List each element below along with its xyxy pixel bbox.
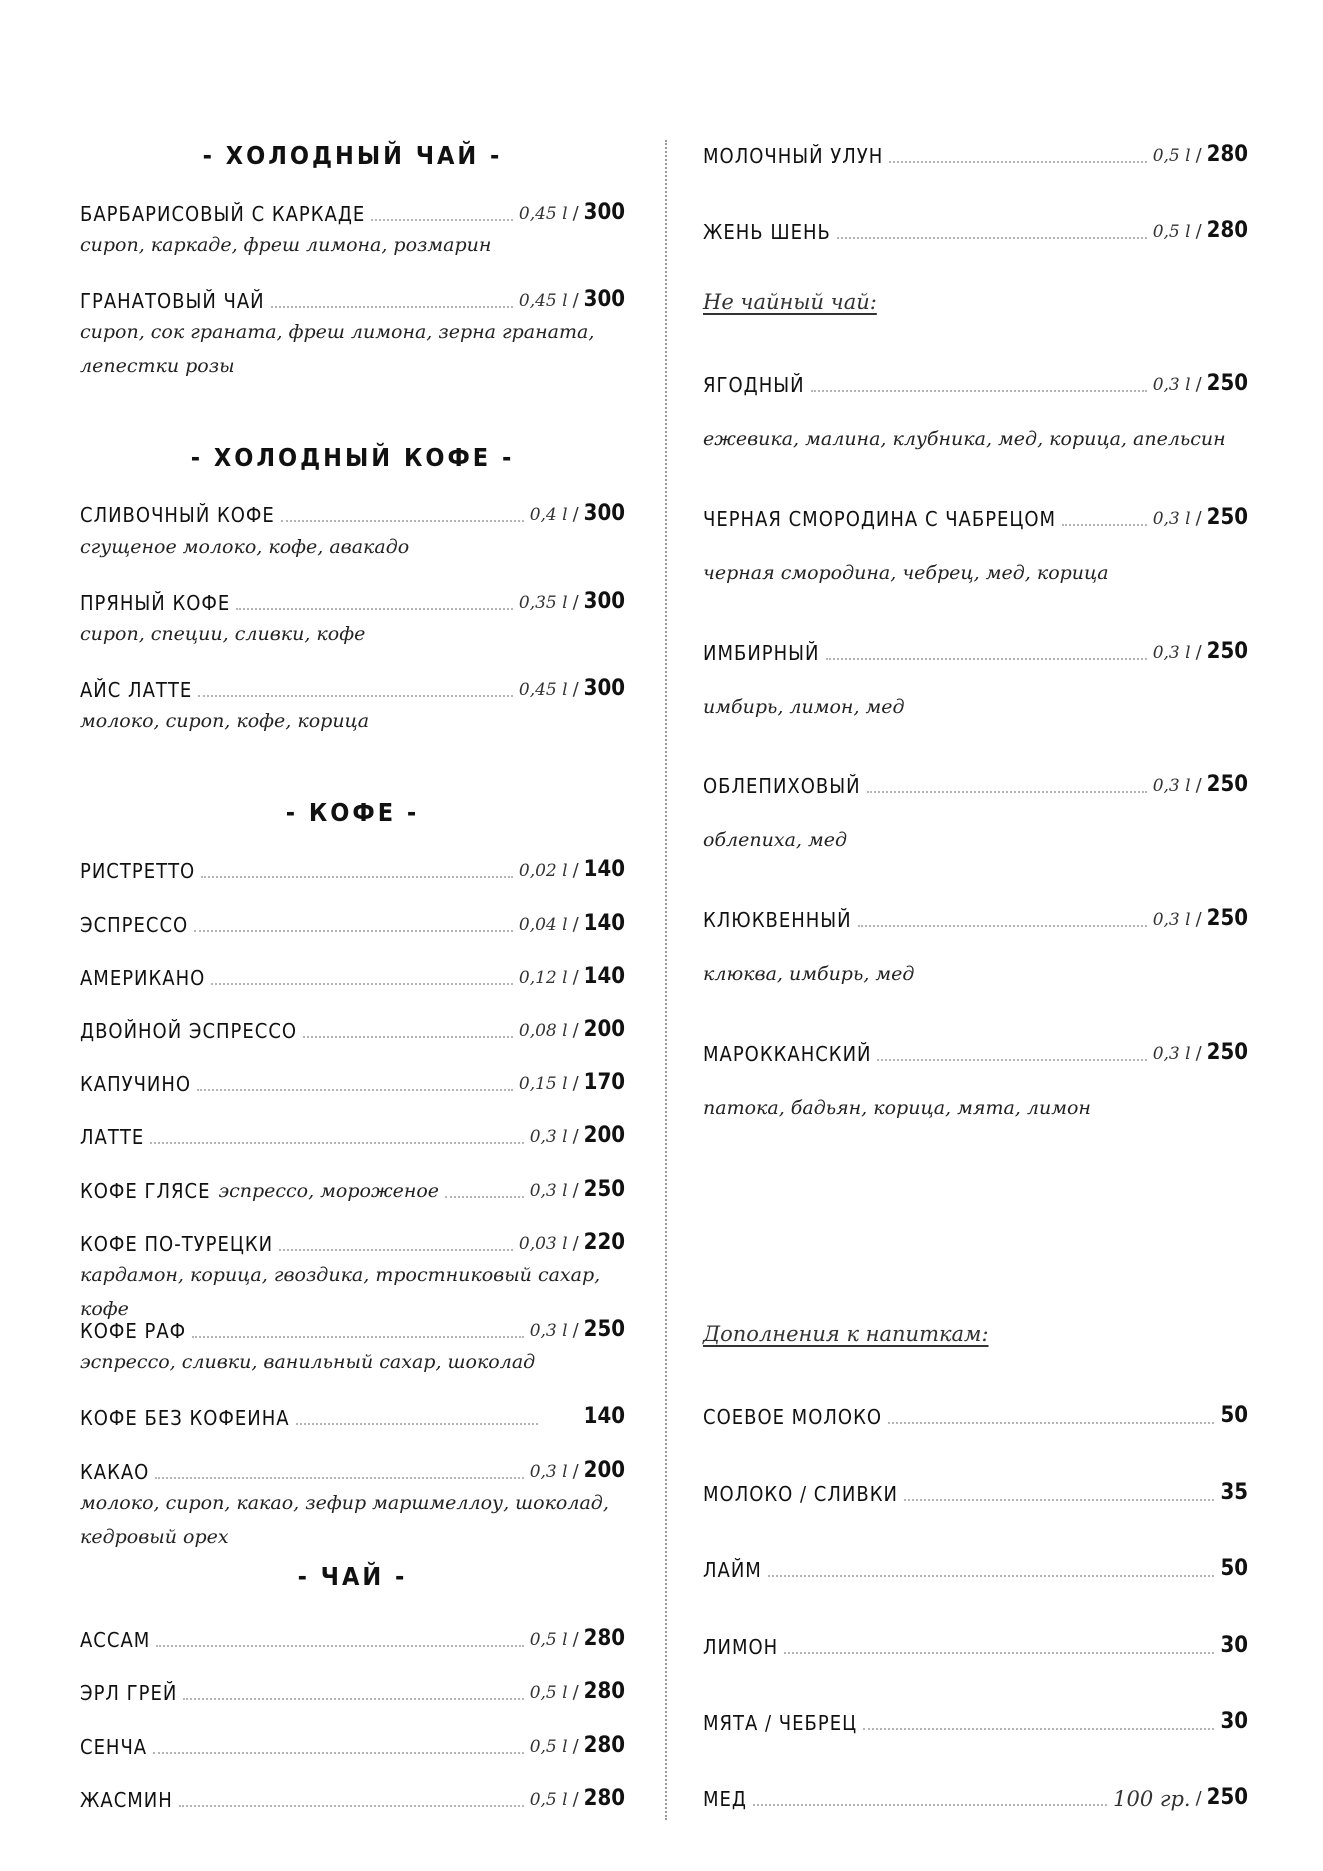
item-name: КОФЕ БЕЗ КОФЕИНА: [80, 1406, 290, 1430]
leader-dots: [279, 1249, 513, 1251]
slash-separator: /: [572, 1629, 579, 1650]
menu-item-honey: [703, 1779, 1248, 1811]
menu-item-decaf-coffee: [80, 1398, 625, 1430]
menu-item-spicy-coffee: [80, 583, 625, 615]
item-volume: 0,04 l: [518, 915, 568, 935]
item-volume: 0,3 l: [529, 1321, 568, 1341]
item-name: ЛИМОН: [703, 1635, 779, 1659]
leader-dots: [150, 1142, 524, 1144]
item-volume: 0,3 l: [529, 1127, 568, 1147]
menu-item-barberry: [80, 194, 625, 226]
item-volume: 0,35 l: [518, 593, 568, 613]
menu-item-iced-latte: [80, 670, 625, 702]
slash-separator: /: [572, 203, 579, 224]
menu-item-americano: [80, 958, 625, 990]
menu-item-double-espresso: [80, 1011, 625, 1043]
menu-item-ginseng: [703, 212, 1248, 244]
item-price: 220: [583, 1230, 625, 1255]
item-name: АССАМ: [80, 1628, 151, 1652]
item-volume: 0,3 l: [1152, 375, 1191, 395]
menu-item-pomegranate-tea: [80, 281, 625, 313]
slash-separator: /: [572, 1320, 579, 1341]
item-description: молоко, сироп, какао, зефир маршмеллоу, шоколад,: [80, 1492, 609, 1514]
item-price: 280: [1206, 218, 1248, 243]
leader-dots: [197, 1089, 513, 1091]
item-price: 250: [1206, 371, 1248, 396]
item-price: 30: [1220, 1633, 1248, 1658]
section-title-cold-coffee: - ХОЛОДНЫЙ КОФЕ -: [190, 443, 515, 472]
subheading-non-tea: Не чайный чай:: [703, 290, 877, 314]
item-description: сироп, каркаде, фреш лимона, розмарин: [80, 234, 492, 256]
item-name: КАПУЧИНО: [80, 1072, 192, 1096]
item-price: 140: [583, 911, 625, 936]
slash-separator: /: [572, 1789, 579, 1810]
item-description: кедровый орех: [80, 1526, 229, 1548]
menu-item-creamy-coffee: [80, 495, 625, 527]
item-volume: 0,3 l: [529, 1462, 568, 1482]
item-price: 250: [1206, 639, 1248, 664]
item-name: ЖЕНЬ ШЕНЬ: [703, 220, 831, 244]
menu-item-milk-cream: [703, 1474, 1248, 1506]
leader-dots: [904, 1499, 1215, 1501]
slash-separator: /: [572, 967, 579, 988]
item-volume: 0,3 l: [1152, 509, 1191, 529]
menu-item-raf-coffee: [80, 1311, 625, 1343]
slash-separator: /: [572, 592, 579, 613]
slash-separator: /: [572, 1233, 579, 1254]
item-volume: 0,02 l: [518, 861, 568, 881]
item-name: КОФЕ РАФ: [80, 1319, 187, 1343]
item-price: 280: [1206, 142, 1248, 167]
leader-dots: [211, 983, 513, 985]
item-price: 280: [583, 1786, 625, 1811]
item-volume: 0,5 l: [529, 1790, 568, 1810]
leader-dots: [826, 658, 1147, 660]
item-description: сгущеное молоко, кофе, авакадо: [80, 536, 410, 558]
item-name: ЯГОДНЫЙ: [703, 373, 805, 397]
item-description: кардамон, корица, гвоздика, тростниковый сахар, кофе: [80, 1264, 601, 1320]
slash-separator: /: [572, 679, 579, 700]
item-price: 170: [583, 1070, 625, 1095]
slash-separator: /: [1195, 508, 1202, 529]
item-name: МОЛОКО / СЛИВКИ: [703, 1482, 898, 1506]
item-volume: 0,5 l: [529, 1737, 568, 1757]
item-description: лепестки розы: [80, 355, 235, 377]
item-price: 250: [583, 1317, 625, 1342]
item-name: ПРЯНЫЙ КОФЕ: [80, 591, 231, 615]
leader-dots: [768, 1575, 1215, 1577]
item-description: сироп, сок граната, фреш лимона, зерна граната,: [80, 321, 595, 343]
item-description: патока, бадьян, корица, мята, лимон: [703, 1097, 1091, 1119]
item-volume: 0,03 l: [518, 1234, 568, 1254]
leader-dots: [156, 1645, 523, 1647]
menu-item-latte: [80, 1117, 625, 1149]
item-name: КОФЕ ПО-ТУРЕЦКИ: [80, 1232, 274, 1256]
leader-dots: [179, 1805, 524, 1807]
item-price: 200: [583, 1017, 625, 1042]
leader-dots: [192, 1336, 524, 1338]
leader-dots: [236, 608, 513, 610]
slash-separator: /: [1195, 909, 1202, 930]
item-name: СЛИВОЧНЫЙ КОФЕ: [80, 503, 275, 527]
menu-item-soy-milk: [703, 1397, 1248, 1429]
item-price: 280: [583, 1733, 625, 1758]
menu-item-mint-thyme: [703, 1703, 1248, 1735]
item-price: 300: [583, 676, 625, 701]
slash-separator: /: [572, 1682, 579, 1703]
item-name: ЭСПРЕССО: [80, 913, 189, 937]
menu-item-cocoa: [80, 1452, 625, 1484]
item-name: СОЕВОЕ МОЛОКО: [703, 1405, 882, 1429]
item-name: ГРАНАТОВЫЙ ЧАЙ: [80, 289, 265, 313]
item-volume: 0,45 l: [518, 204, 568, 224]
leader-dots: [281, 520, 524, 522]
item-volume: 0,3 l: [1152, 776, 1191, 796]
item-name: ДВОЙНОЙ ЭСПРЕССО: [80, 1019, 298, 1043]
item-price: 30: [1220, 1709, 1248, 1734]
menu-item-earl-grey: [80, 1673, 625, 1705]
item-volume: 0,15 l: [518, 1074, 568, 1094]
leader-dots: [863, 1728, 1214, 1730]
item-volume: 0,08 l: [518, 1021, 568, 1041]
item-name: КЛЮКВЕННЫЙ: [703, 908, 852, 932]
item-volume: 0,5 l: [1152, 146, 1191, 166]
leader-dots: [201, 876, 513, 878]
menu-item-cranberry: [703, 900, 1248, 932]
section-title-tea: - ЧАЙ -: [297, 1562, 408, 1591]
leader-dots: [183, 1698, 523, 1700]
item-volume: 0,5 l: [529, 1630, 568, 1650]
item-volume: 100 гр.: [1113, 1787, 1191, 1811]
item-volume: 0,3 l: [529, 1181, 568, 1201]
item-volume: 0,5 l: [529, 1683, 568, 1703]
section-title-coffee: - КОФЕ -: [285, 798, 420, 827]
leader-dots: [1062, 524, 1147, 526]
item-price: 300: [583, 501, 625, 526]
item-price: 140: [583, 857, 625, 882]
slash-separator: /: [572, 1736, 579, 1757]
item-price: 300: [583, 287, 625, 312]
menu-item-blackcurrant-thyme: [703, 499, 1248, 531]
menu-item-jasmine: [80, 1780, 625, 1812]
leader-dots: [155, 1477, 523, 1479]
item-name: СЕНЧА: [80, 1735, 148, 1759]
item-description: имбирь, лимон, мед: [703, 696, 905, 718]
leader-dots: [889, 161, 1146, 163]
slash-separator: /: [572, 1020, 579, 1041]
slash-separator: /: [1195, 221, 1202, 242]
menu-item-turkish-coffee: [80, 1224, 625, 1256]
item-price: 250: [583, 1177, 625, 1202]
menu-item-assam: [80, 1620, 625, 1652]
menu-item-cappuccino: [80, 1064, 625, 1096]
item-volume: 0,3 l: [1152, 643, 1191, 663]
item-price: 300: [583, 589, 625, 614]
item-price: 200: [583, 1123, 625, 1148]
leader-dots: [445, 1196, 524, 1198]
leader-dots: [371, 219, 513, 221]
leader-dots: [811, 390, 1147, 392]
item-name: МОЛОЧНЫЙ УЛУН: [703, 144, 884, 168]
item-price: 250: [1206, 772, 1248, 797]
slash-separator: /: [572, 1180, 579, 1201]
item-name: ЖАСМИН: [80, 1788, 173, 1812]
item-price: 250: [1206, 1785, 1248, 1810]
subheading-addons: Дополнения к напиткам:: [703, 1322, 989, 1346]
leader-dots: [753, 1804, 1107, 1806]
slash-separator: /: [1195, 1043, 1202, 1064]
leader-dots: [153, 1752, 524, 1754]
menu-item-ristretto: [80, 851, 625, 883]
item-volume: 0,45 l: [518, 291, 568, 311]
item-name: АМЕРИКАНО: [80, 966, 206, 990]
slash-separator: /: [1195, 1788, 1202, 1809]
item-price: 250: [1206, 1040, 1248, 1065]
menu-item-sea-buckthorn: [703, 766, 1248, 798]
slash-separator: /: [1195, 145, 1202, 166]
item-description: клюква, имбирь, мед: [703, 963, 915, 985]
menu-item-ginger: [703, 633, 1248, 665]
slash-separator: /: [1195, 642, 1202, 663]
item-description: черная смородина, чебрец, мед, корица: [703, 562, 1109, 584]
leader-dots: [296, 1423, 538, 1425]
item-description: облепиха, мед: [703, 829, 848, 851]
item-name: АЙС ЛАТТЕ: [80, 678, 193, 702]
menu-item-berry: [703, 365, 1248, 397]
menu-item-espresso: [80, 905, 625, 937]
item-volume: 0,4 l: [529, 505, 568, 525]
item-name: КАКАО: [80, 1460, 150, 1484]
item-price: 200: [583, 1458, 625, 1483]
menu-item-coffee-glace: [80, 1171, 625, 1203]
leader-dots: [198, 695, 513, 697]
item-name: БАРБАРИСОВЫЙ С КАРКАДЕ: [80, 202, 366, 226]
column-divider: [665, 140, 667, 1820]
item-volume: 0,45 l: [518, 680, 568, 700]
leader-dots: [867, 791, 1147, 793]
leader-dots: [194, 930, 513, 932]
slash-separator: /: [572, 914, 579, 935]
item-price: 140: [583, 1404, 625, 1429]
item-volume: 0,3 l: [1152, 910, 1191, 930]
slash-separator: /: [572, 1073, 579, 1094]
item-price: 250: [1206, 505, 1248, 530]
item-price: 35: [1220, 1480, 1248, 1505]
item-name: КОФЕ ГЛЯСЕ: [80, 1179, 211, 1203]
item-volume: 0,3 l: [1152, 1044, 1191, 1064]
item-price: 280: [583, 1679, 625, 1704]
leader-dots: [858, 925, 1147, 927]
slash-separator: /: [1195, 775, 1202, 796]
item-price: 300: [583, 200, 625, 225]
item-name: ОБЛЕПИХОВЫЙ: [703, 774, 861, 798]
leader-dots: [784, 1652, 1214, 1654]
leader-dots: [271, 306, 513, 308]
slash-separator: /: [572, 860, 579, 881]
slash-separator: /: [572, 1461, 579, 1482]
item-price: 50: [1220, 1403, 1248, 1428]
slash-separator: /: [1195, 374, 1202, 395]
item-price: 50: [1220, 1556, 1248, 1581]
item-name: МЯТА / ЧЕБРЕЦ: [703, 1711, 858, 1735]
item-inline-description: эспрессо, мороженое: [218, 1180, 440, 1202]
item-name: ЧЕРНАЯ СМОРОДИНА С ЧАБРЕЦОМ: [703, 507, 1057, 531]
menu-item-lime: [703, 1550, 1248, 1582]
item-name: МЕД: [703, 1787, 747, 1811]
item-description: сироп, специи, сливки, кофе: [80, 623, 366, 645]
menu-item-lemon: [703, 1627, 1248, 1659]
item-name: ЭРЛ ГРЕЙ: [80, 1681, 178, 1705]
menu-item-moroccan: [703, 1034, 1248, 1066]
slash-separator: /: [572, 290, 579, 311]
item-description: ежевика, малина, клубника, мед, корица, апельсин: [703, 428, 1226, 450]
item-price: 280: [583, 1626, 625, 1651]
section-title-cold-tea: - ХОЛОДНЫЙ ЧАЙ -: [202, 141, 503, 170]
menu-item-milk-oolong: [703, 136, 1248, 168]
item-price: 140: [583, 964, 625, 989]
item-name: ЛАТТЕ: [80, 1125, 145, 1149]
item-volume: 0,12 l: [518, 968, 568, 988]
slash-separator: /: [572, 504, 579, 525]
item-name: РИСТРЕТТО: [80, 859, 196, 883]
leader-dots: [888, 1422, 1214, 1424]
item-name: ЛАЙМ: [703, 1558, 762, 1582]
item-name: МАРОККАНСКИЙ: [703, 1042, 872, 1066]
item-price: 250: [1206, 906, 1248, 931]
item-description: эспрессо, сливки, ванильный сахар, шоколад: [80, 1351, 536, 1373]
item-name: ИМБИРНЫЙ: [703, 641, 820, 665]
item-volume: 0,5 l: [1152, 222, 1191, 242]
leader-dots: [303, 1036, 513, 1038]
item-description: молоко, сироп, кофе, корица: [80, 710, 370, 732]
leader-dots: [837, 237, 1147, 239]
leader-dots: [877, 1059, 1146, 1061]
menu-item-sencha: [80, 1727, 625, 1759]
slash-separator: /: [572, 1126, 579, 1147]
